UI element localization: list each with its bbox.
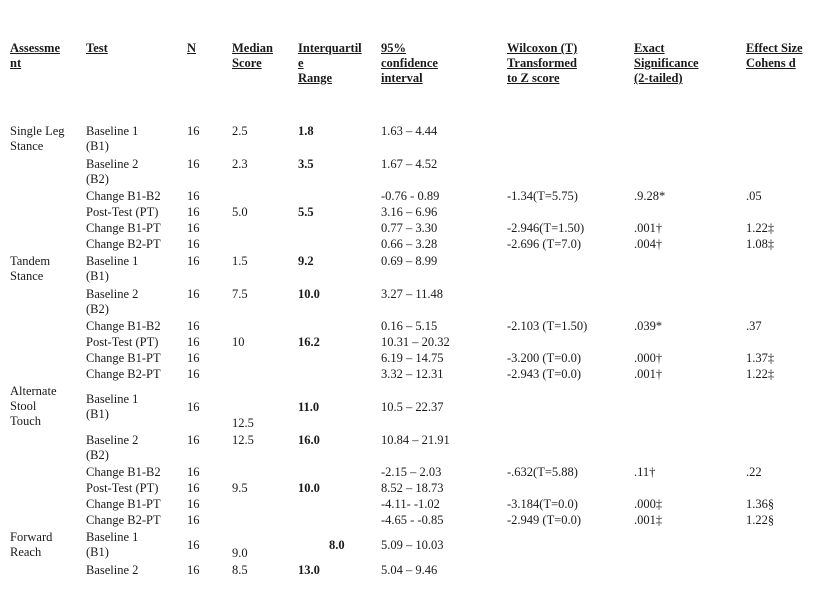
cell-n: 16 — [187, 481, 200, 495]
table-row-test: Post-Test (PT) — [86, 205, 159, 219]
cell-ci: 3.32 – 12.31 — [381, 367, 444, 381]
table-row-test: Change B1-PT — [86, 221, 161, 235]
cell-exact: .000† — [634, 351, 663, 365]
cell-wilcoxon: -1.34(T=5.75) — [507, 189, 578, 203]
header-confidence-interval: 95% confidence interval — [381, 41, 438, 85]
cell-median: 12.5 — [232, 433, 254, 447]
cell-median: 7.5 — [232, 287, 248, 301]
cell-n: 16 — [187, 287, 200, 301]
cell-ci: -4.11- -1.02 — [381, 497, 440, 511]
cell-median: 8.5 — [232, 563, 248, 577]
cell-wilcoxon: -2.943 (T=0.0) — [507, 367, 582, 381]
cell-effect: 1.36§ — [746, 497, 775, 511]
cell-n: 16 — [187, 124, 200, 138]
cell-median: 10 — [232, 335, 245, 349]
cell-wilcoxon: -3.200 (T=0.0) — [507, 351, 582, 365]
cell-n: 16 — [187, 465, 200, 479]
table-row-test: Baseline 2 (B2) — [86, 433, 139, 462]
cell-ci: 1.63 – 4.44 — [381, 124, 438, 138]
cell-iqr: 13.0 — [298, 563, 320, 577]
cell-iqr: 16.2 — [298, 335, 320, 349]
cell-wilcoxon: -.632(T=5.88) — [507, 465, 578, 479]
group-label-tandem-stance: Tandem Stance — [10, 254, 51, 283]
cell-iqr: 5.5 — [298, 205, 314, 219]
cell-ci: 0.69 – 8.99 — [381, 254, 438, 268]
cell-n: 16 — [187, 367, 200, 381]
cell-ci: 10.31 – 20.32 — [381, 335, 450, 349]
cell-ci: 0.77 – 3.30 — [381, 221, 438, 235]
header-interquartile-range: Interquartil e Range — [298, 41, 362, 85]
cell-median: 9.5 — [232, 481, 248, 495]
table-row-test: Baseline 1 (B1) — [86, 392, 139, 421]
cell-exact: .001‡ — [634, 513, 663, 527]
table-row-test: Baseline 2 (B2) — [86, 157, 139, 186]
table-row-test: Baseline 1 (B1) — [86, 530, 139, 559]
cell-n: 16 — [187, 205, 200, 219]
cell-exact: .004† — [634, 237, 663, 251]
header-effect-size: Effect Size Cohens d — [746, 41, 803, 70]
cell-exact: .039* — [634, 319, 663, 333]
table-row-test: Change B2-PT — [86, 237, 161, 251]
cell-n: 16 — [187, 433, 200, 447]
header-wilcoxon: Wilcoxon (T) Transformed to Z score — [507, 41, 578, 85]
cell-wilcoxon: -2.946(T=1.50) — [507, 221, 585, 235]
cell-n: 16 — [187, 221, 200, 235]
cell-ci: 0.66 – 3.28 — [381, 237, 438, 251]
cell-n: 16 — [187, 189, 200, 203]
cell-effect: 1.22‡ — [746, 221, 775, 235]
cell-ci: 3.27 – 11.48 — [381, 287, 444, 301]
cell-n: 16 — [187, 400, 200, 414]
cell-iqr: 10.0 — [298, 287, 320, 301]
cell-iqr: 1.8 — [298, 124, 314, 138]
cell-exact: .11† — [634, 465, 656, 479]
cell-median: 9.0 — [232, 546, 248, 560]
cell-wilcoxon: -3.184(T=0.0) — [507, 497, 578, 511]
table-row-test: Baseline 1 (B1) — [86, 124, 139, 153]
cell-ci: 8.52 – 18.73 — [381, 481, 444, 495]
cell-iqr: 8.0 — [329, 538, 345, 552]
cell-effect: 1.08‡ — [746, 237, 775, 251]
cell-ci: 10.5 – 22.37 — [381, 400, 444, 414]
table-row-test: Change B1-B2 — [86, 189, 161, 203]
table-row-test: Change B2-PT — [86, 513, 161, 527]
header-assessment: Assessme nt — [10, 41, 60, 70]
table-row-test: Baseline 2 (B2) — [86, 287, 139, 316]
header-test: Test — [86, 41, 108, 55]
group-label-alternate-stool-touch: Alternate Stool Touch — [10, 384, 57, 428]
cell-n: 16 — [187, 319, 200, 333]
cell-n: 16 — [187, 497, 200, 511]
cell-ci: -2.15 – 2.03 — [381, 465, 442, 479]
cell-iqr: 16.0 — [298, 433, 320, 447]
cell-median: 2.3 — [232, 157, 248, 171]
cell-exact: .9.28* — [634, 189, 666, 203]
cell-effect: 1.22§ — [746, 513, 775, 527]
cell-ci: 3.16 – 6.96 — [381, 205, 438, 219]
cell-exact: .001† — [634, 367, 663, 381]
table-row-test: Change B1-PT — [86, 497, 161, 511]
cell-wilcoxon: -2.696 (T=7.0) — [507, 237, 582, 251]
cell-exact: .000‡ — [634, 497, 663, 511]
group-label-single-leg-stance: Single Leg Stance — [10, 124, 65, 153]
cell-ci: 1.67 – 4.52 — [381, 157, 438, 171]
table-row-test: Change B1-PT — [86, 351, 161, 365]
table-row-test: Change B2-PT — [86, 367, 161, 381]
cell-ci: 5.04 – 9.46 — [381, 563, 438, 577]
header-median-score: Median Score — [232, 41, 273, 70]
cell-median: 1.5 — [232, 254, 248, 268]
cell-median: 12.5 — [232, 416, 254, 430]
cell-ci: -0.76 - 0.89 — [381, 189, 440, 203]
cell-wilcoxon: -2.949 (T=0.0) — [507, 513, 582, 527]
cell-n: 16 — [187, 335, 200, 349]
cell-ci: 6.19 – 14.75 — [381, 351, 444, 365]
cell-ci: 0.16 – 5.15 — [381, 319, 438, 333]
cell-exact: .001† — [634, 221, 663, 235]
cell-ci: 5.09 – 10.03 — [381, 538, 444, 552]
cell-ci: -4.65 - -0.85 — [381, 513, 444, 527]
cell-effect: .37 — [746, 319, 762, 333]
header-n: N — [187, 41, 197, 55]
cell-n: 16 — [187, 254, 200, 268]
table-row-test: Change B1-B2 — [86, 465, 161, 479]
cell-n: 16 — [187, 513, 200, 527]
table-row-test: Baseline 2 — [86, 563, 139, 577]
cell-iqr: 3.5 — [298, 157, 314, 171]
cell-median: 2.5 — [232, 124, 248, 138]
cell-effect: .22 — [746, 465, 762, 479]
cell-n: 16 — [187, 351, 200, 365]
cell-n: 16 — [187, 157, 200, 171]
group-label-forward-reach: Forward Reach — [10, 530, 53, 559]
cell-effect: 1.22‡ — [746, 367, 775, 381]
header-exact-significance: Exact Significance (2-tailed) — [634, 41, 699, 85]
table-row-test: Change B1-B2 — [86, 319, 161, 333]
cell-wilcoxon: -2.103 (T=1.50) — [507, 319, 588, 333]
table-row-test: Post-Test (PT) — [86, 335, 159, 349]
cell-iqr: 10.0 — [298, 481, 320, 495]
cell-effect: 1.37‡ — [746, 351, 775, 365]
cell-n: 16 — [187, 237, 200, 251]
cell-ci: 10.84 – 21.91 — [381, 433, 450, 447]
cell-iqr: 9.2 — [298, 254, 314, 268]
cell-effect: .05 — [746, 189, 762, 203]
cell-iqr: 11.0 — [298, 400, 320, 414]
cell-n: 16 — [187, 563, 200, 577]
cell-median: 5.0 — [232, 205, 248, 219]
cell-n: 16 — [187, 538, 200, 552]
table-row-test: Post-Test (PT) — [86, 481, 159, 495]
table-row-test: Baseline 1 (B1) — [86, 254, 139, 283]
